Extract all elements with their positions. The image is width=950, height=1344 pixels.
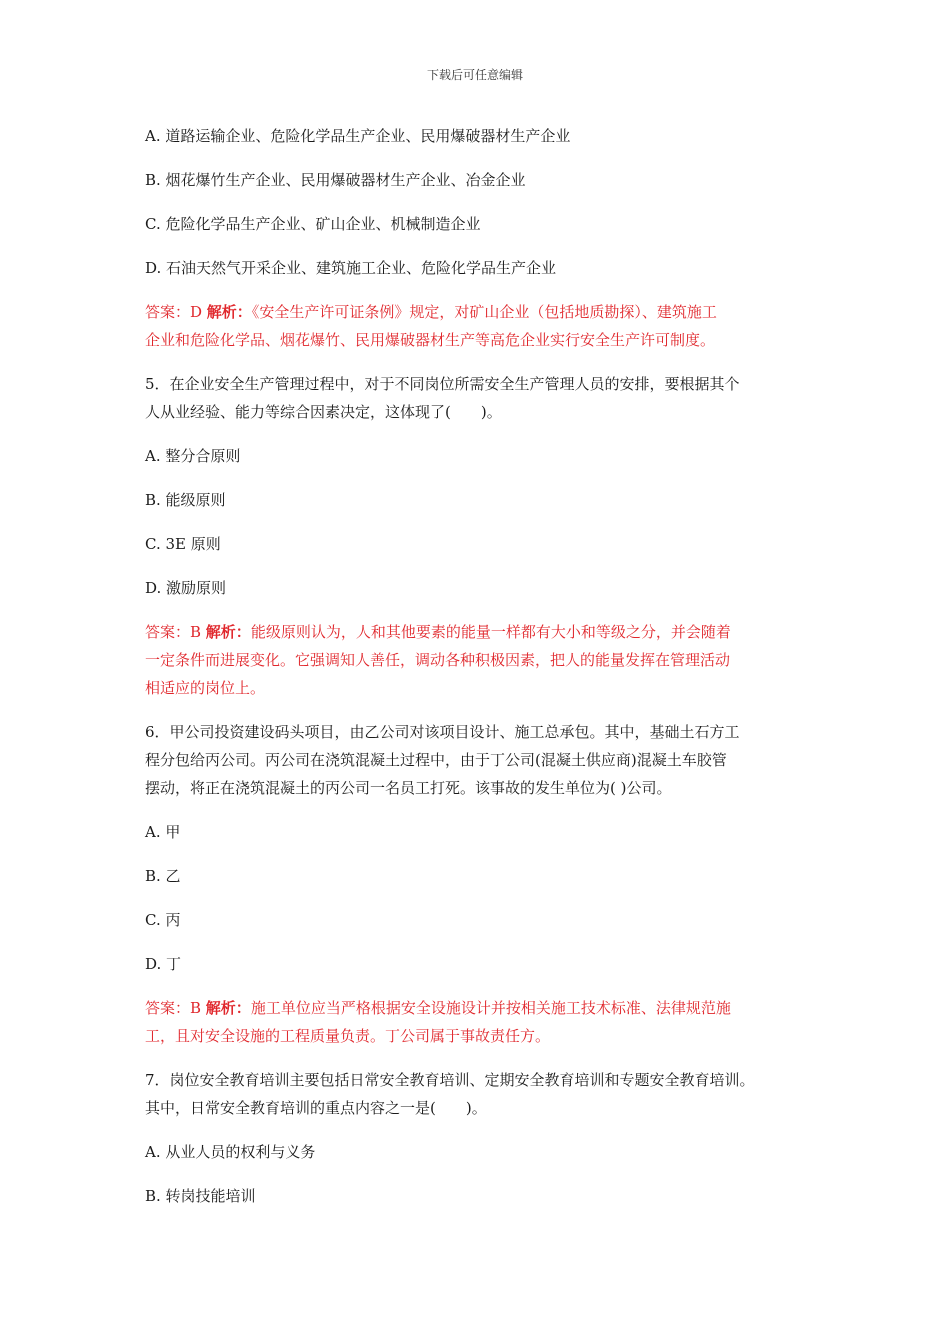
q5-answer-text-3: 相适应的岗位上。 (145, 679, 266, 697)
q7-stem-line-2: 其中，日常安全教育培训的重点内容之一是( )。 (145, 1099, 487, 1117)
page-header: 下载后可任意编辑 (426, 68, 523, 82)
q6-answer-text-2: 工，且对安全设施的工程质量负责。丁公司属于事故责任方。 (145, 1027, 551, 1045)
q5-answer (145, 618, 815, 702)
q4-answer (145, 298, 815, 354)
q7-option-b: B. 转岗技能培训 (145, 1187, 256, 1205)
q5-answer-label: 解析： (205, 623, 251, 641)
q6-option-c: C. 丙 (145, 911, 181, 929)
q4-answer-line-1 (145, 298, 815, 326)
q6-answer-line-1 (145, 994, 815, 1022)
q6-stem (145, 718, 815, 802)
q4-answer-label: 解析： (206, 303, 252, 321)
q6-option-a: A. 甲 (145, 823, 181, 841)
q6-option-d: D. 丁 (145, 955, 182, 973)
q6-answer-prefix: 答案：B (145, 999, 206, 1017)
q6-option-b: B. 乙 (145, 867, 181, 885)
q6-answer-text-1: 施工单位应当严格根据安全设施设计并按相关施工技术标准、法律规范施 (250, 999, 731, 1017)
document-body (145, 122, 815, 1226)
q5-option-d: D. 激励原则 (145, 579, 227, 597)
q4-option-c: C. 危险化学品生产企业、矿山企业、机械制造企业 (145, 215, 481, 233)
q4-answer-prefix: 答案：D (145, 303, 207, 321)
q5-answer-line-1 (145, 618, 815, 646)
q5-answer-text-1: 能级原则认为，人和其他要素的能量一样都有大小和等级之分，并会随着 (250, 623, 731, 641)
q7-stem-line-1: 7．岗位安全教育培训主要包括日常安全教育培训、定期安全教育培训和专题安全教育培训。 (145, 1071, 755, 1089)
q5-stem-line-1: 5．在企业安全生产管理过程中，对于不同岗位所需安全生产管理人员的安排，要根据其个 (145, 375, 740, 393)
q5-option-c: C. 3E 原则 (145, 535, 221, 553)
q6-stem-line-2: 程分包给丙公司。丙公司在浇筑混凝土过程中，由于丁公司(混凝土供应商)混凝土车胶管 (145, 751, 727, 769)
q5-answer-prefix: 答案：B (145, 623, 206, 641)
q4-answer-text-2: 企业和危险化学品、烟花爆竹、民用爆破器材生产等高危企业实行安全生产许可制度。 (145, 331, 716, 349)
q5-stem (145, 370, 815, 426)
q5-option-a: A. 整分合原则 (145, 447, 241, 465)
q5-option-b: B. 能级原则 (145, 491, 226, 509)
q5-answer-text-2: 一定条件而进展变化。它强调知人善任，调动各种积极因素，把人的能量发挥在管理活动 (145, 651, 731, 669)
q4-option-a: A. 道路运输企业、危险化学品生产企业、民用爆破器材生产企业 (145, 127, 571, 145)
q6-answer-label: 解析： (205, 999, 251, 1017)
q4-answer-text-1: 《安全生产许可证条例》规定，对矿山企业（包括地质勘探）、建筑施工 (251, 303, 717, 321)
q4-option-b: B. 烟花爆竹生产企业、民用爆破器材生产企业、冶金企业 (145, 171, 526, 189)
q6-stem-line-3: 摆动，将正在浇筑混凝土的丙公司一名员工打死。该事故的发生单位为( )公司。 (145, 779, 672, 797)
q7-option-a: A. 从业人员的权利与义务 (145, 1143, 316, 1161)
q4-option-d: D. 石油天然气开采企业、建筑施工企业、危险化学品生产企业 (145, 259, 557, 277)
q6-answer (145, 994, 815, 1050)
q6-stem-line-1: 6．甲公司投资建设码头项目，由乙公司对该项目设计、施工总承包。其中，基础土石方工 (145, 723, 740, 741)
q7-stem (145, 1066, 815, 1122)
q5-stem-line-2: 人从业经验、能力等综合因素决定，这体现了( )。 (145, 403, 502, 421)
